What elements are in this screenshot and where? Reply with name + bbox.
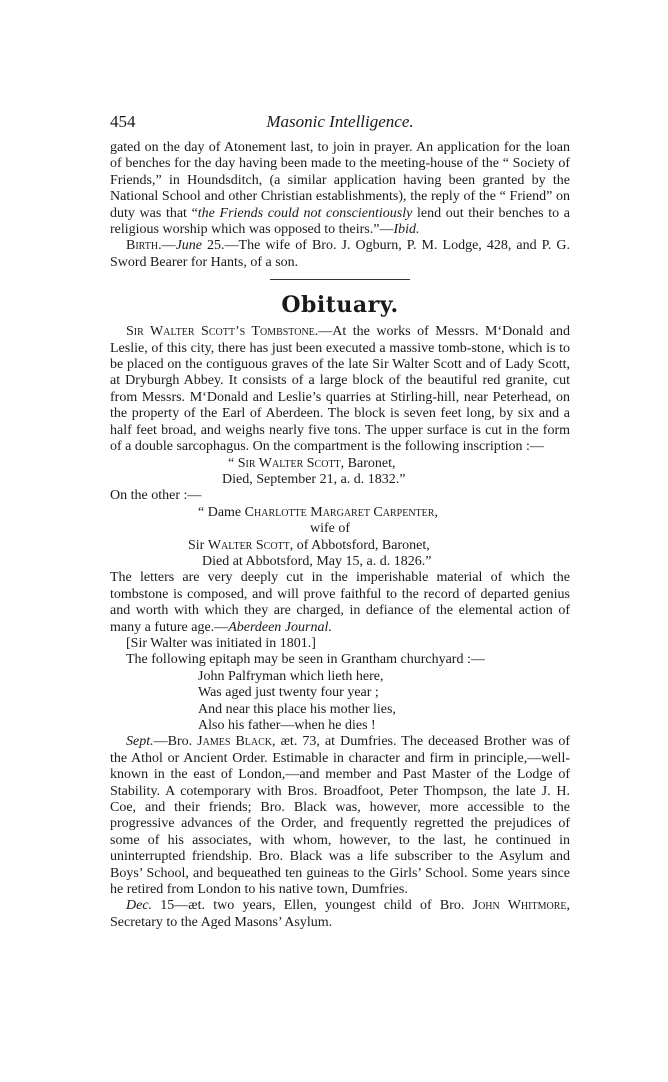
whitmore-obituary: Dec. 15—æt. two years, Ellen, youngest child of Bro. John Whitmore, Secretary to the Aged Masons’ Asylum. xyxy=(110,898,570,930)
inscription-line: “ Dame Charlotte Margaret Carpenter, xyxy=(198,504,438,520)
section-divider xyxy=(270,279,410,280)
epitaph-line: John Palfryman which lieth here, xyxy=(198,668,384,684)
page-number: 454 xyxy=(110,112,136,131)
obituary-heading: Obituary. xyxy=(281,292,399,319)
book-page xyxy=(110,110,570,931)
birth-notice: Birth.—June 25.—The wife of Bro. J. Ogburn, P. M. Lodge, 428, and P. G. Sword Bearer for Hants, of a son. xyxy=(110,238,570,270)
inscription-line: wife of xyxy=(310,521,351,537)
on-the-other: On the other :— xyxy=(110,488,202,504)
epitaph-intro: The following epitaph may be seen in Grantham churchyard :— xyxy=(126,652,485,668)
epitaph-line: And near this place his mother lies, xyxy=(198,701,396,717)
epitaph-line: Also his father—when he dies ! xyxy=(198,718,376,733)
initiated-note: [Sir Walter was initiated in 1801.] xyxy=(126,635,316,651)
scott-tombstone-paragraph: Sir Walter Scott’s Tombstone.—At the works of Messrs. M‘Donald and Leslie, of this city, there has just been executed a massive tomb-stone, which is to be placed on the contiguous graves of the late Sir Walter Scott and of Lady Scott, at Dryburgh Abbey. It consists of a large block of the beautiful red granite, cut from Messrs. M‘Donald and Leslie’s quarries at Stirling-hill, near Peterhead, on the property of the Earl of Aberdeen. The block is seven feet long, by six and a half feet broad, and weighs nearly five tons. The upper surface is cut in the form of a double sarcophagus. On the compartment is the following inscription :— xyxy=(110,324,570,455)
inscription-line: Died, September 21, a. d. 1832.” xyxy=(222,471,406,487)
epitaph-line: Was aged just twenty four year ; xyxy=(198,685,379,701)
letters-paragraph: The letters are very deeply cut in the imperishable material of which the tombstone is composed, and will prove faithful to the record of departed genius and worth with which they are charged, in defiance of the elemental action of many a future age.—Aberdeen Journal. xyxy=(110,570,570,635)
page-header xyxy=(110,110,570,140)
inscription-line: Sir Walter Scott, of Abbotsford, Baronet, xyxy=(188,537,430,553)
running-title: Masonic Intelligence. xyxy=(266,112,414,131)
black-obituary: Sept.—Bro. James Black, æt. 73, at Dumfries. The deceased Brother was of the Athol or Ancient Order. Estimable in character and firm in principle,—well-known in the east of London,—and member and Past Master of the Lodge of Stability. A cotemporary with Bros. Broadfoot, Peter Thompson, the late J. H. Coe, and their friends; Bro. Black was, however, more accessible to the progressive advances of the Order, and frequently regretted the prejudices of some of his associates, with whom, however, to the last, he continued in uninterrupted friendship. Bro. Black was a life subscriber to the Asylum and Boys’ School, and bequeathed ten guineas to the Girls’ School. Some years since he retired from London to his native town, Dumfries. xyxy=(110,734,571,898)
inscription-line: “ Sir Walter Scott, Baronet, xyxy=(228,455,396,471)
inscription-line: Died at Abbotsford, May 15, a. d. 1826.” xyxy=(202,553,432,569)
synagogue-paragraph: gated on the day of Atonement last, to join in prayer. An application for the loan of benches for the day having been made to the meeting-house of the “ Society of Friends,” in Houndsditch, (a similar application having been granted by the National School and other Christian establishments), the reply of the “ Friend” on duty was that “the Friends could not conscientiously lend out their benches to a religious worship which was opposed to theirs.”—Ibid. xyxy=(110,140,571,238)
